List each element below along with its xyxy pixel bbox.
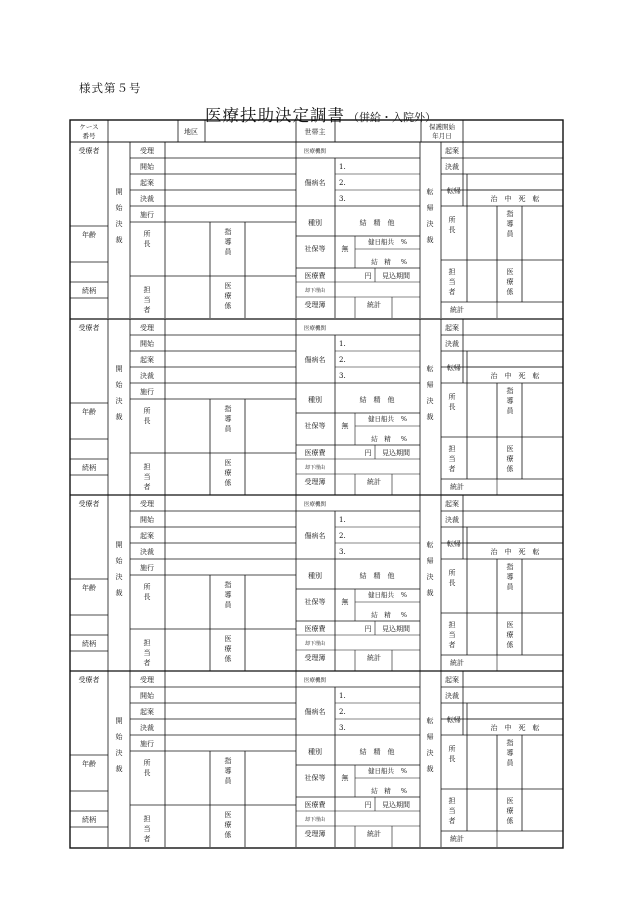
outcome-label: 転帰	[447, 540, 461, 548]
director-label: 所	[448, 393, 456, 401]
register-label: 受理簿	[304, 301, 326, 309]
supervisor-label: 員	[224, 425, 232, 433]
statistics-label: 統計	[367, 478, 381, 486]
caseworker-label: 担	[448, 797, 456, 805]
tuberculosis-mental-label: 結 精	[371, 258, 391, 266]
disease-name-label: 傷病名	[304, 179, 326, 187]
outcome-label: 転帰	[447, 187, 461, 195]
transfer-decision-label: 決	[426, 749, 434, 757]
health-seamen-label: 健日船共	[368, 238, 394, 246]
transfer-decision-label: 帰	[426, 381, 434, 389]
transfer-decision-label: 転	[426, 541, 434, 549]
caseworker-label: 担	[143, 815, 151, 823]
decision-label: 決裁	[445, 692, 459, 700]
disease-2-label: 2.	[339, 356, 346, 364]
supervisor-label: 員	[224, 777, 232, 785]
start-decision-label: 開	[115, 188, 123, 196]
type-label: 種別	[308, 748, 322, 756]
director-label: 所	[143, 230, 151, 238]
medical-institution-label: 医療機関	[303, 678, 327, 684]
start-label: 開始	[140, 163, 154, 171]
caseworker-label: 担	[448, 268, 456, 276]
expected-period-label: 見込期間	[382, 272, 410, 280]
transfer-decision-label: 裁	[426, 236, 434, 244]
start-decision-label: 開	[115, 365, 123, 373]
director-label: 所	[143, 759, 151, 767]
director-label: 所	[448, 569, 456, 577]
start-decision-label: 裁	[115, 765, 123, 773]
caseworker-label: 者	[143, 659, 151, 667]
recipient-label: 受療者	[78, 324, 100, 332]
medical-clerk-label: 療	[224, 469, 232, 477]
transfer-decision-label: 帰	[426, 733, 434, 741]
start-decision-label: 決	[115, 749, 123, 757]
draft-label: 起案	[140, 532, 154, 540]
social-insurance-label: 社保等	[304, 774, 326, 782]
start-label: 開始	[140, 516, 154, 524]
social-insurance-label: 社保等	[304, 598, 326, 606]
outcome-options-label: 治 中 死 転	[490, 548, 540, 556]
social-insurance-label: 社保等	[304, 422, 326, 430]
recipient-label: 受療者	[78, 676, 100, 684]
supervisor-label: 指	[224, 405, 232, 413]
medical-clerk-label: 療	[224, 645, 232, 653]
expected-period-label: 見込期間	[382, 449, 410, 457]
transfer-decision-label: 転	[426, 717, 434, 725]
case-number-label: ケース	[79, 123, 99, 131]
medical-clerk-label: 医	[224, 459, 232, 467]
medical-institution-label: 医療機関	[303, 326, 327, 332]
supervisor-label: 導	[506, 220, 514, 228]
disease-2-label: 2.	[339, 532, 346, 540]
age-label: 年齢	[82, 231, 96, 239]
draft-label: 起案	[140, 356, 154, 364]
percent-label: %	[400, 238, 408, 246]
disease-name-label: 傷病名	[304, 532, 326, 540]
disease-2-label: 2.	[339, 708, 346, 716]
supervisor-label: 指	[506, 387, 514, 395]
health-seamen-label: 健日船共	[368, 591, 394, 599]
type-options-label: 結 精 他	[359, 396, 395, 404]
statistics-label: 統計	[367, 654, 381, 662]
relationship-label: 続柄	[82, 640, 96, 648]
type-options-label: 結 精 他	[359, 748, 395, 756]
reception-label: 受理	[140, 147, 154, 155]
supervisor-label: 員	[506, 759, 514, 767]
medical-clerk-label: 係	[224, 479, 232, 487]
statistics-label: 統計	[450, 835, 464, 843]
medical-clerk-label: 医	[506, 621, 514, 629]
disease-name-label: 傷病名	[304, 708, 326, 716]
outcome-options-label: 治 中 死 転	[490, 195, 540, 203]
caseworker-label: 当	[143, 296, 151, 304]
start-decision-label: 裁	[115, 236, 123, 244]
outcome-label: 転帰	[447, 364, 461, 372]
draft-label: 起案	[445, 324, 459, 332]
statistics-label: 統計	[367, 301, 381, 309]
statistics-label: 統計	[450, 483, 464, 491]
outcome-label: 転帰	[447, 716, 461, 724]
percent-label: %	[400, 767, 408, 775]
transfer-decision-label: 決	[426, 573, 434, 581]
disease-1-label: 1.	[339, 516, 346, 524]
execution-label: 施行	[140, 388, 154, 396]
case-number-label: 番号	[82, 132, 96, 140]
caseworker-label: 者	[448, 817, 456, 825]
start-decision-label: 決	[115, 573, 123, 581]
medical-clerk-label: 療	[224, 821, 232, 829]
disease-1-label: 1.	[339, 692, 346, 700]
form-number: 様式第５号	[79, 81, 142, 95]
decision-label: 決裁	[140, 548, 154, 556]
caseworker-label: 当	[143, 649, 151, 657]
supervisor-label: 導	[224, 767, 232, 775]
disease-1-label: 1.	[339, 163, 346, 171]
relationship-label: 続柄	[82, 287, 96, 295]
caseworker-label: 担	[143, 286, 151, 294]
type-options-label: 結 精 他	[359, 219, 395, 227]
draft-label: 起案	[140, 179, 154, 187]
yen-label: 円	[364, 449, 372, 457]
director-label: 長	[448, 226, 456, 234]
disease-3-label: 3.	[339, 724, 346, 732]
start-decision-label: 裁	[115, 589, 123, 597]
type-label: 種別	[308, 219, 322, 227]
caseworker-label: 担	[448, 621, 456, 629]
rejection-reason-label: 却下理由	[304, 465, 326, 471]
decision-label: 決裁	[140, 372, 154, 380]
age-label: 年齢	[82, 760, 96, 768]
yen-label: 円	[364, 625, 372, 633]
medical-clerk-label: 療	[224, 292, 232, 300]
percent-label: %	[400, 591, 408, 599]
director-label: 長	[143, 593, 151, 601]
tuberculosis-mental-label: 結 精	[371, 611, 391, 619]
medical-cost-label: 医療費	[304, 801, 326, 809]
percent-label: %	[400, 787, 408, 795]
reception-label: 受理	[140, 676, 154, 684]
outcome-options-label: 治 中 死 転	[490, 372, 540, 380]
district-label: 地区	[184, 128, 198, 136]
supervisor-label: 員	[224, 248, 232, 256]
medical-clerk-label: 療	[506, 278, 514, 286]
percent-label: %	[400, 611, 408, 619]
health-seamen-label: 健日船共	[368, 415, 394, 423]
supervisor-label: 導	[224, 238, 232, 246]
supervisor-label: 導	[506, 397, 514, 405]
medical-clerk-label: 医	[506, 445, 514, 453]
social-insurance-label: 社保等	[304, 245, 326, 253]
supervisor-label: 員	[506, 583, 514, 591]
none-label: 無	[341, 422, 349, 430]
disease-3-label: 3.	[339, 195, 346, 203]
supervisor-label: 員	[506, 230, 514, 238]
director-label: 所	[448, 745, 456, 753]
household-head-label: 世帯主	[304, 128, 326, 136]
recipient-label: 受療者	[78, 500, 100, 508]
caseworker-label: 者	[448, 465, 456, 473]
supervisor-label: 指	[506, 563, 514, 571]
start-decision-label: 開	[115, 717, 123, 725]
document-title: 医療扶助決定調書	[205, 106, 345, 125]
transfer-decision-label: 裁	[426, 413, 434, 421]
disease-3-label: 3.	[339, 548, 346, 556]
tuberculosis-mental-label: 結 精	[371, 435, 391, 443]
reception-label: 受理	[140, 324, 154, 332]
caseworker-label: 担	[143, 463, 151, 471]
none-label: 無	[341, 245, 349, 253]
statistics-label: 統計	[367, 830, 381, 838]
supervisor-label: 指	[506, 210, 514, 218]
director-label: 所	[143, 583, 151, 591]
percent-label: %	[400, 258, 408, 266]
caseworker-label: 担	[143, 639, 151, 647]
caseworker-label: 当	[448, 278, 456, 286]
caseworker-label: 担	[448, 445, 456, 453]
relationship-label: 続柄	[82, 464, 96, 472]
medical-clerk-label: 療	[506, 807, 514, 815]
supervisor-label: 指	[224, 581, 232, 589]
medical-clerk-label: 係	[224, 655, 232, 663]
caseworker-label: 当	[448, 807, 456, 815]
medical-clerk-label: 医	[506, 268, 514, 276]
medical-clerk-label: 係	[506, 288, 514, 296]
transfer-decision-label: 転	[426, 188, 434, 196]
type-label: 種別	[308, 572, 322, 580]
yen-label: 円	[364, 272, 372, 280]
type-label: 種別	[308, 396, 322, 404]
medical-clerk-label: 療	[506, 455, 514, 463]
director-label: 長	[448, 755, 456, 763]
start-decision-label: 決	[115, 220, 123, 228]
health-seamen-label: 健日船共	[368, 767, 394, 775]
transfer-decision-label: 決	[426, 220, 434, 228]
director-label: 所	[143, 407, 151, 415]
reception-label: 受理	[140, 500, 154, 508]
director-label: 長	[143, 417, 151, 425]
decision-label: 決裁	[140, 724, 154, 732]
medical-clerk-label: 係	[224, 831, 232, 839]
start-decision-label: 開	[115, 541, 123, 549]
supervisor-label: 員	[506, 407, 514, 415]
relationship-label: 続柄	[82, 816, 96, 824]
start-decision-label: 始	[115, 733, 123, 741]
outcome-options-label: 治 中 死 転	[490, 724, 540, 732]
execution-label: 施行	[140, 564, 154, 572]
supervisor-label: 導	[506, 573, 514, 581]
expected-period-label: 見込期間	[382, 801, 410, 809]
supervisor-label: 指	[224, 757, 232, 765]
decision-label: 決裁	[445, 340, 459, 348]
medical-institution-label: 医療機関	[303, 502, 327, 508]
rejection-reason-label: 却下理由	[304, 641, 326, 647]
medical-institution-label: 医療機関	[303, 149, 327, 155]
disease-name-label: 傷病名	[304, 356, 326, 364]
transfer-decision-label: 帰	[426, 204, 434, 212]
rejection-reason-label: 却下理由	[304, 288, 326, 294]
statistics-label: 統計	[450, 659, 464, 667]
director-label: 長	[143, 240, 151, 248]
none-label: 無	[341, 598, 349, 606]
disease-1-label: 1.	[339, 340, 346, 348]
director-label: 所	[448, 216, 456, 224]
start-decision-label: 始	[115, 557, 123, 565]
caseworker-label: 当	[448, 631, 456, 639]
medical-clerk-label: 医	[224, 282, 232, 290]
medical-clerk-label: 医	[224, 811, 232, 819]
medical-clerk-label: 医	[506, 797, 514, 805]
register-label: 受理簿	[304, 478, 326, 486]
transfer-decision-label: 帰	[426, 557, 434, 565]
start-label: 開始	[140, 340, 154, 348]
director-label: 長	[448, 579, 456, 587]
disease-3-label: 3.	[339, 372, 346, 380]
caseworker-label: 当	[143, 825, 151, 833]
execution-label: 施行	[140, 211, 154, 219]
caseworker-label: 者	[143, 306, 151, 314]
document-subtitle: （併給・入院外）	[348, 111, 436, 124]
age-label: 年齢	[82, 408, 96, 416]
caseworker-label: 者	[448, 288, 456, 296]
percent-label: %	[400, 415, 408, 423]
transfer-decision-label: 裁	[426, 589, 434, 597]
tuberculosis-mental-label: 結 精	[371, 787, 391, 795]
draft-label: 起案	[140, 708, 154, 716]
protection-start-label: 保護開始	[429, 123, 455, 131]
medical-clerk-label: 係	[224, 302, 232, 310]
caseworker-label: 者	[143, 835, 151, 843]
draft-label: 起案	[445, 676, 459, 684]
none-label: 無	[341, 774, 349, 782]
draft-label: 起案	[445, 147, 459, 155]
protection-start-label: 年月日	[432, 132, 452, 140]
decision-label: 決裁	[140, 195, 154, 203]
transfer-decision-label: 転	[426, 365, 434, 373]
transfer-decision-label: 決	[426, 397, 434, 405]
percent-label: %	[400, 435, 408, 443]
decision-label: 決裁	[445, 163, 459, 171]
yen-label: 円	[364, 801, 372, 809]
supervisor-label: 指	[506, 739, 514, 747]
type-options-label: 結 精 他	[359, 572, 395, 580]
supervisor-label: 導	[224, 591, 232, 599]
medical-clerk-label: 療	[506, 631, 514, 639]
transfer-decision-label: 裁	[426, 765, 434, 773]
medical-cost-label: 医療費	[304, 272, 326, 280]
medical-cost-label: 医療費	[304, 625, 326, 633]
rejection-reason-label: 却下理由	[304, 817, 326, 823]
director-label: 長	[143, 769, 151, 777]
disease-2-label: 2.	[339, 179, 346, 187]
age-label: 年齢	[82, 584, 96, 592]
start-decision-label: 始	[115, 204, 123, 212]
start-label: 開始	[140, 692, 154, 700]
medical-clerk-label: 係	[506, 641, 514, 649]
draft-label: 起案	[445, 500, 459, 508]
caseworker-label: 当	[448, 455, 456, 463]
register-label: 受理簿	[304, 654, 326, 662]
recipient-label: 受療者	[78, 147, 100, 155]
expected-period-label: 見込期間	[382, 625, 410, 633]
statistics-label: 統計	[450, 306, 464, 314]
decision-label: 決裁	[445, 516, 459, 524]
supervisor-label: 導	[224, 415, 232, 423]
medical-clerk-label: 医	[224, 635, 232, 643]
start-decision-label: 決	[115, 397, 123, 405]
supervisor-label: 指	[224, 228, 232, 236]
start-decision-label: 裁	[115, 413, 123, 421]
medical-clerk-label: 係	[506, 817, 514, 825]
supervisor-label: 導	[506, 749, 514, 757]
medical-cost-label: 医療費	[304, 449, 326, 457]
start-decision-label: 始	[115, 381, 123, 389]
execution-label: 施行	[140, 740, 154, 748]
caseworker-label: 当	[143, 473, 151, 481]
caseworker-label: 者	[448, 641, 456, 649]
medical-clerk-label: 係	[506, 465, 514, 473]
director-label: 長	[448, 403, 456, 411]
supervisor-label: 員	[224, 601, 232, 609]
caseworker-label: 者	[143, 483, 151, 491]
register-label: 受理簿	[304, 830, 326, 838]
